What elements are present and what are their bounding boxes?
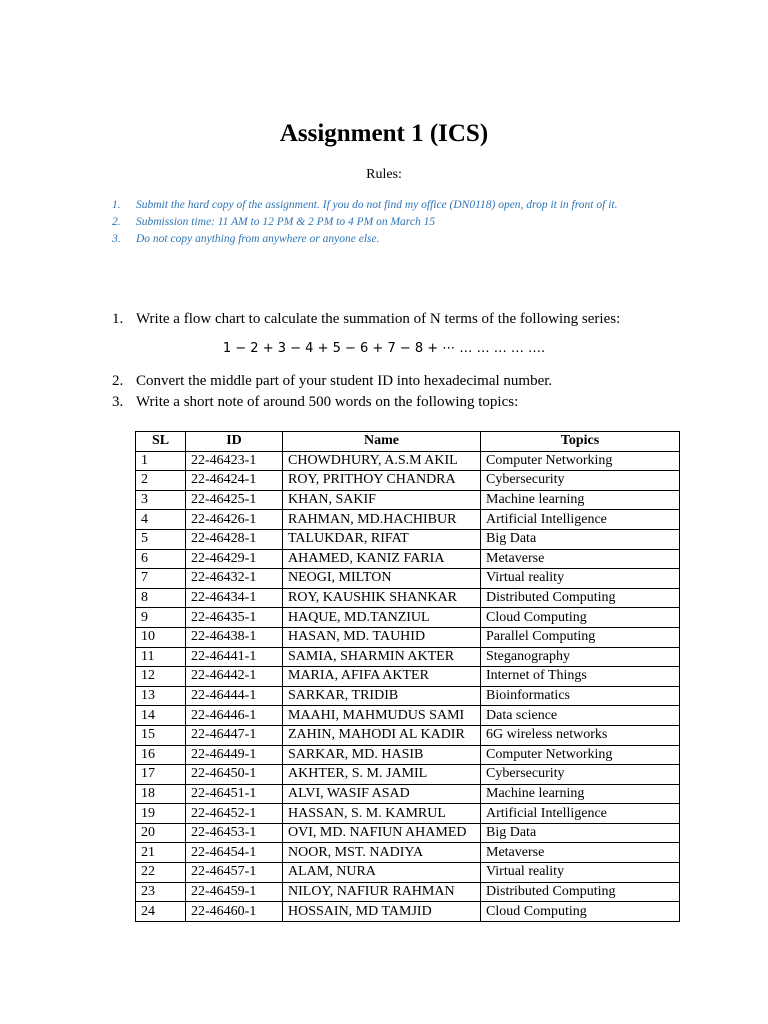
- rules-heading: Rules:: [366, 167, 402, 182]
- cell-name: SARKAR, TRIDIB: [283, 686, 481, 706]
- cell-name: NILOY, NAFIUR RAHMAN: [283, 882, 481, 902]
- rule-number: 1.: [112, 199, 121, 211]
- table-body: [136, 451, 680, 921]
- table-row: [136, 569, 680, 589]
- cell-topic: Cloud Computing: [481, 608, 680, 628]
- cell-id: 22-46457-1: [186, 863, 283, 883]
- table-row: [136, 706, 680, 726]
- cell-sl: 24: [136, 902, 186, 922]
- cell-id: 22-46460-1: [186, 902, 283, 922]
- header-id: ID: [186, 432, 283, 452]
- table-row: [136, 510, 680, 530]
- table-row: [136, 490, 680, 510]
- rule-item: [112, 197, 617, 214]
- table-row: [136, 765, 680, 785]
- table-row: [136, 471, 680, 491]
- cell-name: HASAN, MD. TAUHID: [283, 627, 481, 647]
- cell-sl: 1: [136, 451, 186, 471]
- table-row: [136, 843, 680, 863]
- table-row: [136, 549, 680, 569]
- series-formula: 1 − 2 + 3 − 4 + 5 − 6 + 7 − 8 + ⋯ … … … … ….: [222, 341, 546, 356]
- cell-name: ALVI, WASIF ASAD: [283, 784, 481, 804]
- cell-id: 22-46452-1: [186, 804, 283, 824]
- cell-id: 22-46459-1: [186, 882, 283, 902]
- cell-topic: Metaverse: [481, 843, 680, 863]
- question-text: Write a flow chart to calculate the summation of N terms of the following series:: [136, 311, 621, 327]
- cell-id: 22-46444-1: [186, 686, 283, 706]
- table-row: [136, 451, 680, 471]
- cell-sl: 19: [136, 804, 186, 824]
- cell-sl: 22: [136, 863, 186, 883]
- cell-topic: Parallel Computing: [481, 627, 680, 647]
- question-item: [112, 311, 620, 328]
- cell-id: 22-46446-1: [186, 706, 283, 726]
- table-header-row: [136, 432, 680, 452]
- cell-topic: Distributed Computing: [481, 882, 680, 902]
- cell-topic: Internet of Things: [481, 667, 680, 687]
- topics-table: [135, 431, 680, 922]
- question-number: 3.: [112, 394, 124, 410]
- cell-topic: Machine learning: [481, 490, 680, 510]
- question-number: 1.: [112, 311, 124, 327]
- header-sl: SL: [136, 432, 186, 452]
- cell-name: RAHMAN, MD.HACHIBUR: [283, 510, 481, 530]
- cell-id: 22-46435-1: [186, 608, 283, 628]
- cell-topic: Cybersecurity: [481, 765, 680, 785]
- cell-name: CHOWDHURY, A.S.M AKIL: [283, 451, 481, 471]
- table-row: [136, 745, 680, 765]
- table-row: [136, 608, 680, 628]
- cell-sl: 15: [136, 725, 186, 745]
- cell-sl: 7: [136, 569, 186, 589]
- cell-topic: Big Data: [481, 823, 680, 843]
- cell-id: 22-46432-1: [186, 569, 283, 589]
- table-row: [136, 784, 680, 804]
- table-row: [136, 725, 680, 745]
- cell-topic: Computer Networking: [481, 745, 680, 765]
- cell-id: 22-46447-1: [186, 725, 283, 745]
- cell-topic: Cloud Computing: [481, 902, 680, 922]
- cell-id: 22-46438-1: [186, 627, 283, 647]
- table-row: [136, 588, 680, 608]
- cell-topic: 6G wireless networks: [481, 725, 680, 745]
- cell-name: SAMIA, SHARMIN AKTER: [283, 647, 481, 667]
- cell-topic: Artificial Intelligence: [481, 510, 680, 530]
- cell-topic: Computer Networking: [481, 451, 680, 471]
- table-row: [136, 627, 680, 647]
- table-row: [136, 882, 680, 902]
- cell-sl: 6: [136, 549, 186, 569]
- question-item: [112, 373, 552, 390]
- cell-sl: 16: [136, 745, 186, 765]
- question-number: 2.: [112, 373, 124, 389]
- cell-sl: 14: [136, 706, 186, 726]
- cell-sl: 12: [136, 667, 186, 687]
- cell-sl: 2: [136, 471, 186, 491]
- cell-id: 22-46423-1: [186, 451, 283, 471]
- cell-sl: 8: [136, 588, 186, 608]
- cell-topic: Bioinformatics: [481, 686, 680, 706]
- cell-name: SARKAR, MD. HASIB: [283, 745, 481, 765]
- table-row: [136, 902, 680, 922]
- cell-name: NEOGI, MILTON: [283, 569, 481, 589]
- cell-sl: 9: [136, 608, 186, 628]
- cell-name: ROY, KAUSHIK SHANKAR: [283, 588, 481, 608]
- cell-id: 22-46424-1: [186, 471, 283, 491]
- cell-topic: Distributed Computing: [481, 588, 680, 608]
- cell-name: TALUKDAR, RIFAT: [283, 529, 481, 549]
- question-text: Write a short note of around 500 words on the following topics:: [136, 394, 519, 410]
- cell-name: MARIA, AFIFA AKTER: [283, 667, 481, 687]
- rule-number: 2.: [112, 216, 121, 228]
- table-row: [136, 667, 680, 687]
- table-row: [136, 647, 680, 667]
- rules-list: [112, 197, 617, 248]
- question-text: Convert the middle part of your student ID into hexadecimal number.: [136, 373, 553, 389]
- cell-sl: 20: [136, 823, 186, 843]
- table-row: [136, 804, 680, 824]
- header-name: Name: [283, 432, 481, 452]
- cell-topic: Machine learning: [481, 784, 680, 804]
- cell-sl: 11: [136, 647, 186, 667]
- rule-number: 3.: [112, 233, 121, 245]
- cell-topic: Artificial Intelligence: [481, 804, 680, 824]
- cell-topic: Cybersecurity: [481, 471, 680, 491]
- rule-text: Do not copy anything from anywhere or anyone else.: [136, 233, 380, 245]
- cell-id: 22-46428-1: [186, 529, 283, 549]
- cell-topic: Steganography: [481, 647, 680, 667]
- cell-sl: 10: [136, 627, 186, 647]
- rule-item: [112, 214, 617, 231]
- cell-name: HAQUE, MD.TANZIUL: [283, 608, 481, 628]
- cell-name: HOSSAIN, MD TAMJID: [283, 902, 481, 922]
- table-row: [136, 863, 680, 883]
- question-item: [112, 394, 518, 411]
- cell-id: 22-46426-1: [186, 510, 283, 530]
- cell-sl: 18: [136, 784, 186, 804]
- cell-name: ALAM, NURA: [283, 863, 481, 883]
- cell-name: HASSAN, S. M. KAMRUL: [283, 804, 481, 824]
- cell-sl: 3: [136, 490, 186, 510]
- cell-topic: Virtual reality: [481, 863, 680, 883]
- cell-id: 22-46425-1: [186, 490, 283, 510]
- cell-topic: Big Data: [481, 529, 680, 549]
- cell-sl: 23: [136, 882, 186, 902]
- cell-sl: 13: [136, 686, 186, 706]
- header-topics: Topics: [481, 432, 680, 452]
- table-row: [136, 823, 680, 843]
- cell-sl: 17: [136, 765, 186, 785]
- cell-id: 22-46451-1: [186, 784, 283, 804]
- cell-name: OVI, MD. NAFIUN AHAMED: [283, 823, 481, 843]
- cell-sl: 5: [136, 529, 186, 549]
- cell-name: MAAHI, MAHMUDUS SAMI: [283, 706, 481, 726]
- cell-id: 22-46449-1: [186, 745, 283, 765]
- cell-id: 22-46453-1: [186, 823, 283, 843]
- cell-name: NOOR, MST. NADIYA: [283, 843, 481, 863]
- table-row: [136, 529, 680, 549]
- rule-text: Submit the hard copy of the assignment. If you do not find my office (DN0118) open, drop it in front of it.: [136, 199, 618, 211]
- cell-name: KHAN, SAKIF: [283, 490, 481, 510]
- cell-name: AHAMED, KANIZ FARIA: [283, 549, 481, 569]
- document-title: Assignment 1 (ICS): [279, 120, 489, 147]
- cell-name: ZAHIN, MAHODI AL KADIR: [283, 725, 481, 745]
- cell-id: 22-46441-1: [186, 647, 283, 667]
- cell-id: 22-46454-1: [186, 843, 283, 863]
- cell-topic: Data science: [481, 706, 680, 726]
- cell-id: 22-46434-1: [186, 588, 283, 608]
- cell-name: ROY, PRITHOY CHANDRA: [283, 471, 481, 491]
- rule-text: Submission time: 11 AM to 12 PM & 2 PM to 4 PM on March 15: [136, 216, 436, 228]
- cell-sl: 21: [136, 843, 186, 863]
- table-row: [136, 686, 680, 706]
- cell-id: 22-46442-1: [186, 667, 283, 687]
- cell-topic: Virtual reality: [481, 569, 680, 589]
- cell-name: AKHTER, S. M. JAMIL: [283, 765, 481, 785]
- cell-id: 22-46429-1: [186, 549, 283, 569]
- cell-id: 22-46450-1: [186, 765, 283, 785]
- cell-topic: Metaverse: [481, 549, 680, 569]
- rule-item: [112, 231, 617, 248]
- cell-sl: 4: [136, 510, 186, 530]
